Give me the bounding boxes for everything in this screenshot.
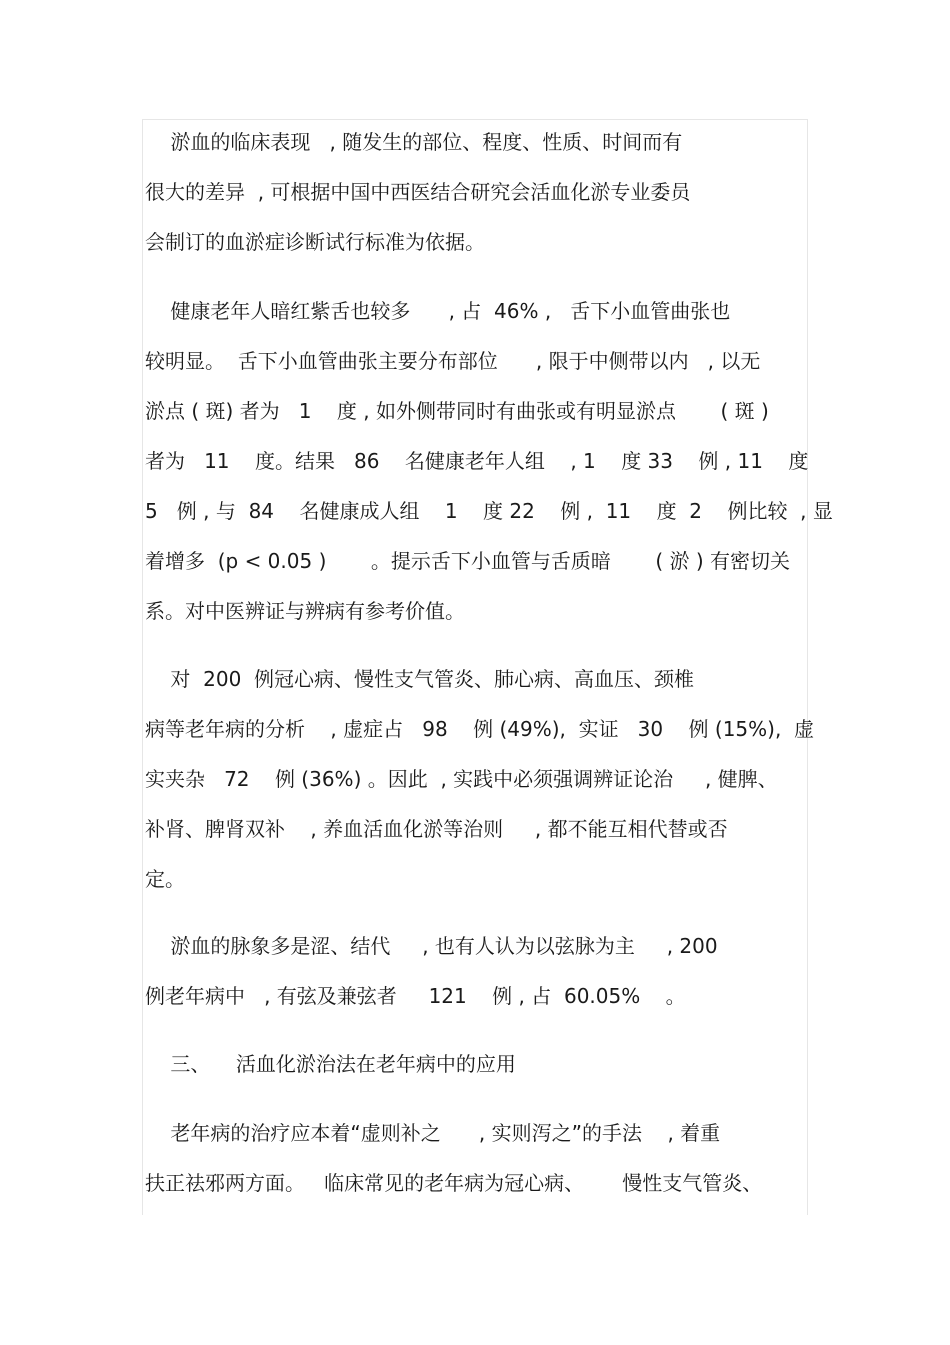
text-line: 淤血的临床表现 , 随发生的部位、程度、性质、时间而有 [145,130,683,154]
section-heading: 三、 活血化淤治法在老年病中的应用 [145,1052,516,1076]
text-line: 例老年病中 , 有弦及兼弦者 121 例 , 占 60.05% 。 [145,984,686,1008]
text-line: 5 例 , 与 84 名健康成人组 1 度 22 例 , 11 度 2 例比较 , 显 [145,499,833,523]
text-line: 健康老年人暗红紫舌也较多 , 占 46% , 舌下小血管曲张也 [145,299,731,323]
text-line: 老年病的治疗应本着“虚则补之 , 实则泻之”的手法 , 着重 [145,1121,721,1145]
text-line: 淤血的脉象多是涩、结代 , 也有人认为以弦脉为主 , 200 [145,934,718,958]
text-line: 对 200 例冠心病、慢性支气管炎、肺心病、高血压、颈椎 [145,667,695,691]
text-line: 定。 [145,867,185,891]
text-line: 会制订的血淤症诊断试行标准为依据。 [145,230,485,254]
text-line: 系。对中医辨证与辨病有参考价值。 [145,599,465,623]
text-line: 较明显。 舌下小血管曲张主要分布部位 , 限于中侧带以内 , 以无 [145,349,761,373]
text-line: 病等老年病的分析 , 虚症占 98 例 (49%), 实证 30 例 (15%), 虚 [145,717,815,741]
text-line: 很大的差异 , 可根据中国中西医结合研究会活血化淤专业委员 [145,180,691,204]
text-line: 补肾、脾肾双补 , 养血活血化淤等治则 , 都不能互相代替或否 [145,817,728,841]
text-line: 实夹杂 72 例 (36%) 。因此 , 实践中必须强调辨证论治 , 健脾、 [145,767,778,791]
text-line: 者为 11 度。结果 86 名健康老年人组 , 1 度 33 例 , 11 度 [145,449,809,473]
text-line: 扶正祛邪两方面。 临床常见的老年病为冠心病、 慢性支气管炎、 [145,1171,763,1195]
text-line: 淤点 ( 斑) 者为 1 度 , 如外侧带同时有曲张或有明显淤点 ( 斑 ) [145,399,769,423]
text-line: 着增多 (p < 0.05 ) 。提示舌下小血管与舌质暗 ( 淤 ) 有密切关 [145,549,791,573]
